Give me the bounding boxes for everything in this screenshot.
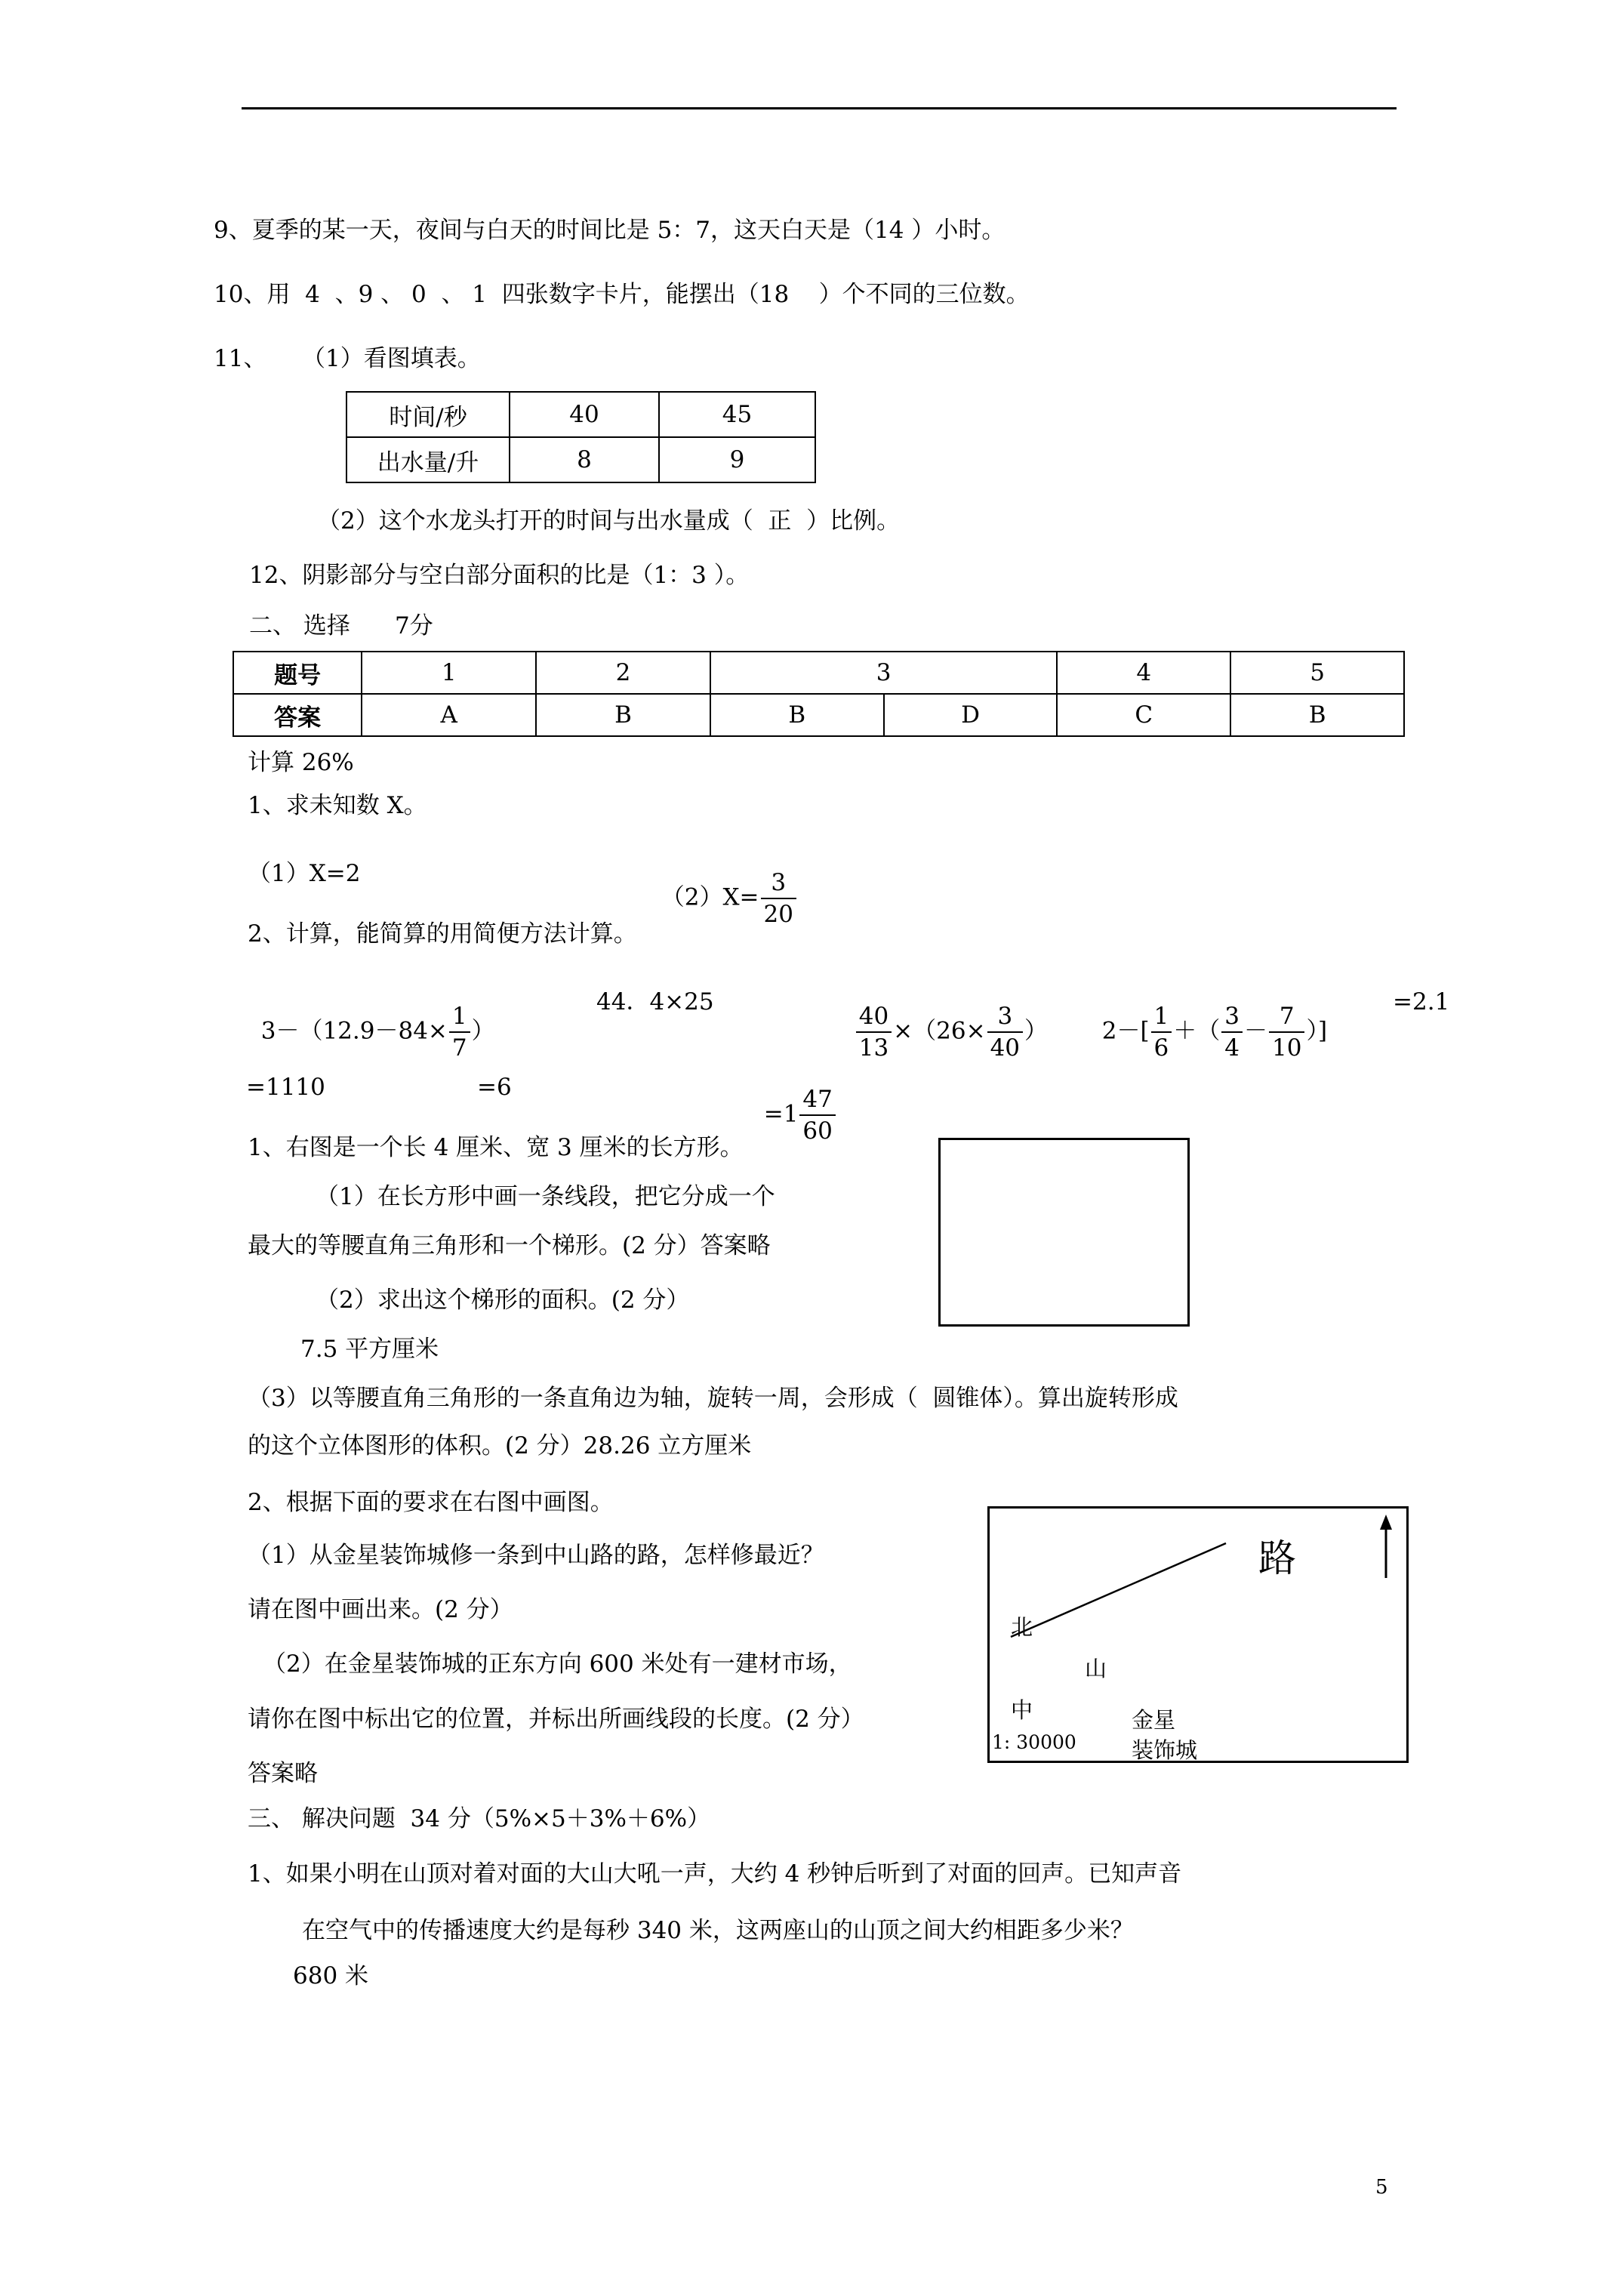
map-scale: 1: 30000 <box>992 1731 1076 1753</box>
fraction <box>761 868 796 929</box>
table-cell: 4 <box>1057 652 1230 694</box>
fraction-denominator: 4 <box>1224 1034 1240 1062</box>
fraction-numerator: 3 <box>761 868 796 899</box>
fraction-numerator: 40 <box>856 1001 892 1033</box>
question-9: 9、夏季的某一天，夜间与白天的时间比是 5：7，这天白天是（14 ）小时。 <box>214 217 1006 244</box>
fraction <box>1151 1001 1172 1063</box>
table-cell: 2 <box>536 652 710 694</box>
table-cell: B <box>1230 694 1404 736</box>
question-11-table <box>346 391 816 483</box>
question-11-part1: （1）看图填表。 <box>302 345 481 372</box>
expression-1 <box>246 968 495 1063</box>
expr-text: ） <box>471 1017 495 1045</box>
expression-4-result: =2.1 <box>1393 988 1450 1015</box>
table-cell: 1 <box>362 652 536 694</box>
calc-answer-2 <box>646 834 798 929</box>
map-part-2a: （2）在金星装饰城的正东方向 600 米处有一建材市场， <box>263 1650 852 1678</box>
table-cell: 答案 <box>233 694 362 736</box>
fraction <box>1221 1001 1243 1063</box>
question-12: 12、阴影部分与空白部分面积的比是（1：3 ）。 <box>249 562 750 589</box>
expr-text: ）] <box>1306 1017 1328 1045</box>
rect-question: 1、右图是一个长 4 厘米、宽 3 厘米的长方形。 <box>248 1134 744 1161</box>
table-cell: 9 <box>659 437 815 482</box>
question-11-number: 11、 <box>214 345 267 372</box>
result-3 <box>749 1051 837 1146</box>
map-label-zhong: 中 <box>1011 1697 1033 1723</box>
problem-1a: 1、如果小明在山顶对着对面的大山大吼一声，大约 4 秒钟后听到了对面的回声。已知声音 <box>248 1860 1182 1888</box>
question-10: 10、用 4 、9 、 0 、 1 四张数字卡片，能摆出（18 ）个不同的三位数。 <box>214 281 1030 308</box>
map-part-2b: 请你在图中标出它的位置，并标出所画线段的长度。(2 分） <box>248 1706 864 1733</box>
result-1: =1110 <box>246 1074 325 1101</box>
fraction-numerator: 1 <box>449 1001 470 1033</box>
rect-part-2-answer: 7.5 平方厘米 <box>300 1336 439 1363</box>
map-answer: 答案略 <box>248 1760 318 1787</box>
fraction <box>987 1001 1023 1063</box>
map-part-1b: 请在图中画出来。(2 分） <box>248 1596 513 1623</box>
rect-part-1a: （1）在长方形中画一条线段，把它分成一个 <box>316 1183 775 1210</box>
table-cell: 5 <box>1230 652 1404 694</box>
rect-part-3b: 的这个立体图形的体积。(2 分）28.26 立方厘米 <box>248 1432 752 1459</box>
result-3-whole: =1 <box>763 1100 799 1128</box>
fraction <box>799 1084 835 1146</box>
fraction-denominator: 40 <box>990 1034 1021 1062</box>
map-label-bei: 北 <box>1011 1614 1033 1640</box>
rectangle-figure <box>938 1138 1190 1327</box>
table-cell: D <box>884 694 1058 736</box>
section-3-title: 三、 解决问题 34 分（5%×5＋3%＋6%） <box>248 1805 711 1832</box>
header-rule <box>242 107 1397 109</box>
map-lines <box>990 1509 1406 1761</box>
table-cell: 3 <box>710 652 1058 694</box>
table-cell: C <box>1057 694 1230 736</box>
expression-2: 44．4×25 <box>596 988 714 1015</box>
rect-part-1b: 最大的等腰直角三角形和一个梯形。(2 分）答案略 <box>248 1232 771 1259</box>
fraction-numerator: 3 <box>987 1001 1023 1033</box>
question-11-part2: （2）这个水龙头打开的时间与出水量成（ 正 ）比例。 <box>317 507 901 535</box>
rect-part-2: （2）求出这个梯形的面积。(2 分） <box>316 1287 690 1314</box>
calc-question-1: 1、求未知数 X。 <box>248 792 427 819</box>
fraction-numerator: 3 <box>1221 1001 1243 1033</box>
table-cell: B <box>710 694 884 736</box>
calc-question-2: 2、计算，能简算的用简便方法计算。 <box>248 920 637 948</box>
fraction <box>449 1001 470 1063</box>
fraction-numerator: 1 <box>1151 1001 1172 1033</box>
rect-part-3a: （3）以等腰直角三角形的一条直角边为轴，旋转一周，会形成（ 圆锥体）。算出旋转形成 <box>248 1385 1178 1412</box>
expr-text: ＋（ <box>1173 1017 1221 1045</box>
table-cell: 时间/秒 <box>346 392 510 437</box>
result-2: =6 <box>477 1074 512 1101</box>
expr-text: 2－[ <box>1101 1017 1150 1045</box>
fraction-denominator: 20 <box>763 901 793 928</box>
answer-2-prefix: （2）X= <box>661 883 759 911</box>
north-arrow-head <box>1380 1515 1392 1530</box>
expr-text: ×（26× <box>893 1017 986 1045</box>
table-cell: 8 <box>510 437 659 482</box>
expr-text: － <box>1244 1017 1268 1045</box>
table-cell: 出水量/升 <box>346 437 510 482</box>
section-2-title: 二、 选择 7分 <box>249 612 433 639</box>
problem-1b: 在空气中的传播速度大约是每秒 340 米，这两座山的山顶之间大约相距多少米？ <box>302 1917 1134 1944</box>
table-cell: B <box>536 694 710 736</box>
expr-text: ） <box>1024 1017 1049 1045</box>
fraction <box>1269 1001 1304 1063</box>
table-cell: 45 <box>659 392 815 437</box>
calc-title: 计算 26% <box>248 749 354 776</box>
choice-answer-table <box>233 651 1405 737</box>
map-label-shan: 山 <box>1085 1656 1107 1681</box>
expression-3 <box>839 968 1048 1063</box>
fraction-numerator: 7 <box>1269 1001 1304 1033</box>
fraction <box>856 1001 892 1063</box>
map-figure <box>987 1506 1409 1763</box>
map-part-1a: （1）从金星装饰城修一条到中山路的路，怎样修最近？ <box>248 1542 824 1569</box>
table-cell: 40 <box>510 392 659 437</box>
fraction-denominator: 6 <box>1153 1034 1169 1062</box>
fraction-denominator: 10 <box>1272 1034 1302 1062</box>
problem-1-answer: 680 米 <box>293 1962 369 1989</box>
map-label-jinxing: 金星 <box>1132 1707 1176 1733</box>
zhongshan-road-line <box>1011 1543 1226 1637</box>
map-question: 2、根据下面的要求在右图中画图。 <box>248 1489 614 1516</box>
fraction-denominator: 7 <box>451 1034 467 1062</box>
table-cell: A <box>362 694 536 736</box>
map-label-decoration-city: 装饰城 <box>1132 1737 1198 1763</box>
page-number: 5 <box>1375 2176 1388 2199</box>
fraction-numerator: 47 <box>799 1084 835 1116</box>
map-label-lu: 路 <box>1258 1536 1296 1580</box>
table-cell: 题号 <box>233 652 362 694</box>
calc-answer-1: （1）X=2 <box>248 860 361 887</box>
fraction-denominator: 60 <box>802 1117 833 1145</box>
expression-4 <box>1087 968 1327 1063</box>
expr-text: 3－（12.9－84× <box>260 1017 448 1045</box>
fraction-denominator: 13 <box>858 1034 889 1062</box>
